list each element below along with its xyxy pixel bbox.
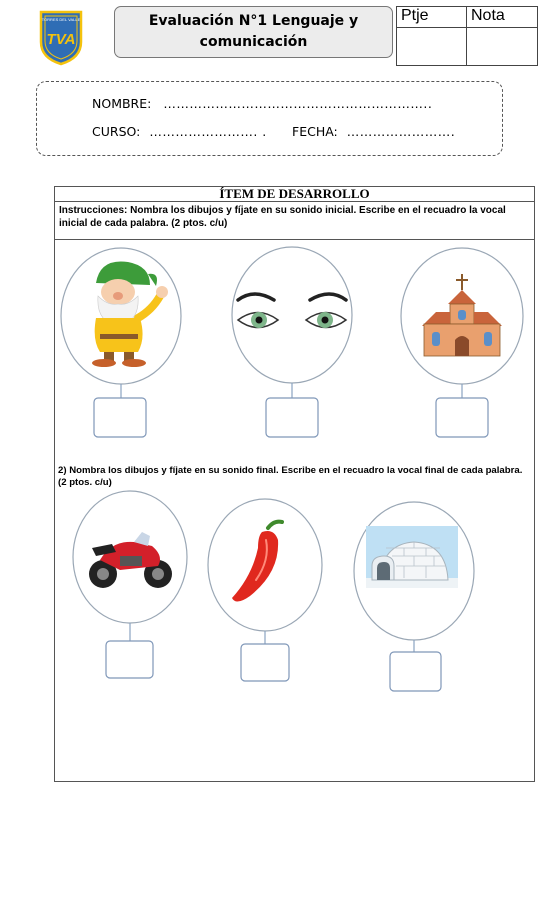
picture-moto	[73, 491, 187, 623]
date-field[interactable]: …………………….	[346, 124, 456, 139]
answer-box-5[interactable]	[241, 644, 289, 681]
answer-box-3[interactable]	[436, 398, 488, 437]
answer-box-4[interactable]	[106, 641, 153, 678]
logo-text: TVA	[46, 31, 76, 48]
ptje-label: Ptje	[397, 7, 467, 28]
nota-label: Nota	[467, 7, 538, 28]
answer-box-2[interactable]	[266, 398, 318, 437]
picture-ojos	[232, 247, 352, 383]
answer-box-6[interactable]	[390, 652, 441, 691]
logo-top-text: TORRES DEL VALLE	[41, 17, 81, 22]
picture-aji	[208, 499, 322, 631]
instruction-2: 2) Nombra los dibujos y fíjate en su sonido final. Escribe en el recuadro la vocal final de cada palabra. (2 ptos. c/u)	[58, 465, 523, 488]
section-title: ÍTEM DE DESARROLLO	[54, 186, 535, 202]
name-field[interactable]: ……………………………………………………..	[163, 96, 433, 111]
date-label: FECHA:	[292, 124, 338, 139]
instruction-1: Instrucciones: Nombra los dibujos y fíjate en su sonido inicial. Escribe en el recuadro la vocal inicial de cada palabra. (2 ptos. c/u)	[59, 205, 506, 229]
answer-box-1[interactable]	[94, 398, 146, 437]
picture-iglu	[354, 502, 474, 640]
picture-iglesia	[401, 248, 523, 384]
picture-enano	[61, 248, 181, 384]
page-title: Evaluación N°1 Lenguaje y comunicación	[148, 13, 359, 50]
name-label: NOMBRE:	[92, 96, 152, 111]
course-field[interactable]: ……………………. .	[149, 124, 267, 139]
course-label: CURSO:	[92, 124, 141, 139]
